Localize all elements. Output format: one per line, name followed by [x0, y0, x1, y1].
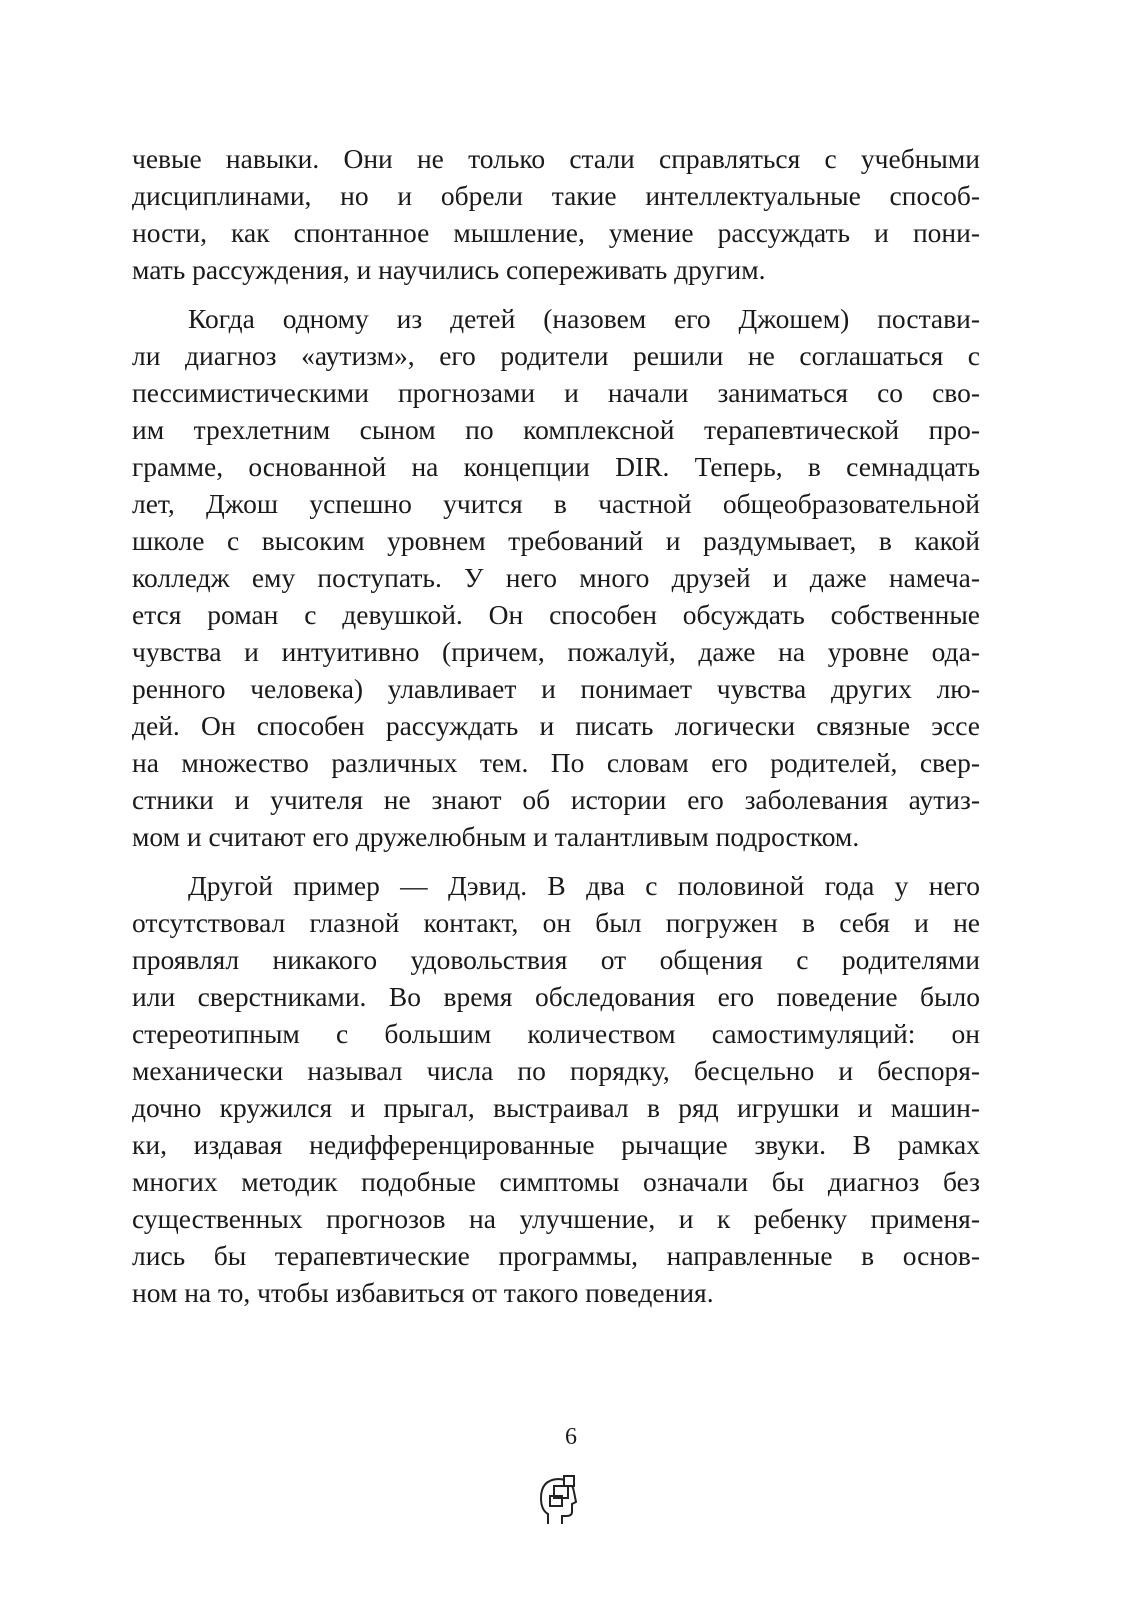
publisher-logo-icon: [538, 1474, 578, 1530]
text-line: стники и учителя не знают об истории его заболевания аутиз-: [132, 784, 980, 815]
paragraph: [132, 867, 980, 1311]
text-line: ли диагноз «аутизм», его родители решили не соглашаться с: [132, 340, 980, 371]
text-line: ренного человека) улавливает и понимает чувства других лю-: [132, 673, 980, 704]
text-line: колледж ему поступать. У него много друзей и даже намеча-: [132, 562, 980, 593]
text-line: школе с высоким уровнем требований и раздумывает, в какой: [132, 525, 980, 556]
text-line: пессимистическими прогнозами и начали заниматься со сво-: [132, 377, 980, 408]
text-line: отсутствовал глазной контакт, он был погружен в себя и не: [132, 907, 980, 938]
text-line: ности, как спонтанное мышление, умение рассуждать и пони-: [132, 217, 980, 248]
text-line: механически называл числа по порядку, бесцельно и беспоря-: [132, 1055, 980, 1086]
text-line: лет, Джош успешно учится в частной общеобразовательной: [132, 488, 980, 519]
text-line: дочно кружился и прыгал, выстраивал в ряд игрушки и машин-: [132, 1092, 980, 1123]
text-line: существенных прогнозов на улучшение, и к ребенку применя-: [132, 1203, 980, 1234]
paragraph: [132, 140, 980, 288]
page-number: 6: [565, 1424, 577, 1450]
text-line: чевые навыки. Они не только стали справляться с учебными: [132, 143, 980, 174]
page-body: [132, 140, 980, 1323]
text-line: чувства и интуитивно (причем, пожалуй, даже на уровне ода-: [132, 636, 980, 667]
text-line: на множество различных тем. По словам его родителей, свер-: [132, 747, 980, 778]
text-line: им трехлетним сыном по комплексной терапевтической про-: [132, 414, 980, 445]
text-line: грамме, основанной на концепции DIR. Теперь, в семнадцать: [132, 451, 980, 482]
text-line: ном на то, чтобы избавиться от такого поведения.: [132, 1277, 714, 1308]
text-line: мать рассуждения, и научились сопереживать другим.: [132, 254, 766, 285]
text-line: Когда одному из детей (назовем его Джошем) постави-: [188, 303, 980, 334]
text-line: Другой пример — Дэвид. В два с половиной года у него: [188, 870, 980, 901]
text-line: лись бы терапевтические программы, направленные в основ-: [132, 1240, 980, 1271]
paragraph: [132, 300, 980, 855]
text-line: или сверстниками. Во время обследования его поведение было: [132, 981, 980, 1012]
text-line: мом и считают его дружелюбным и талантливым подростком.: [132, 821, 860, 852]
text-line: ки, издавая недифференцированные рычащие звуки. В рамках: [132, 1129, 980, 1160]
text-line: ется роман с девушкой. Он способен обсуждать собственные: [132, 599, 980, 630]
text-line: многих методик подобные симптомы означали бы диагноз без: [132, 1166, 980, 1197]
text-line: дисциплинами, но и обрели такие интеллектуальные способ-: [132, 180, 980, 211]
text-line: дей. Он способен рассуждать и писать логически связные эссе: [132, 710, 980, 741]
text-line: стереотипным с большим количеством самостимуляций: он: [132, 1018, 980, 1049]
text-line: проявлял никакого удовольствия от общения с родителями: [132, 944, 980, 975]
